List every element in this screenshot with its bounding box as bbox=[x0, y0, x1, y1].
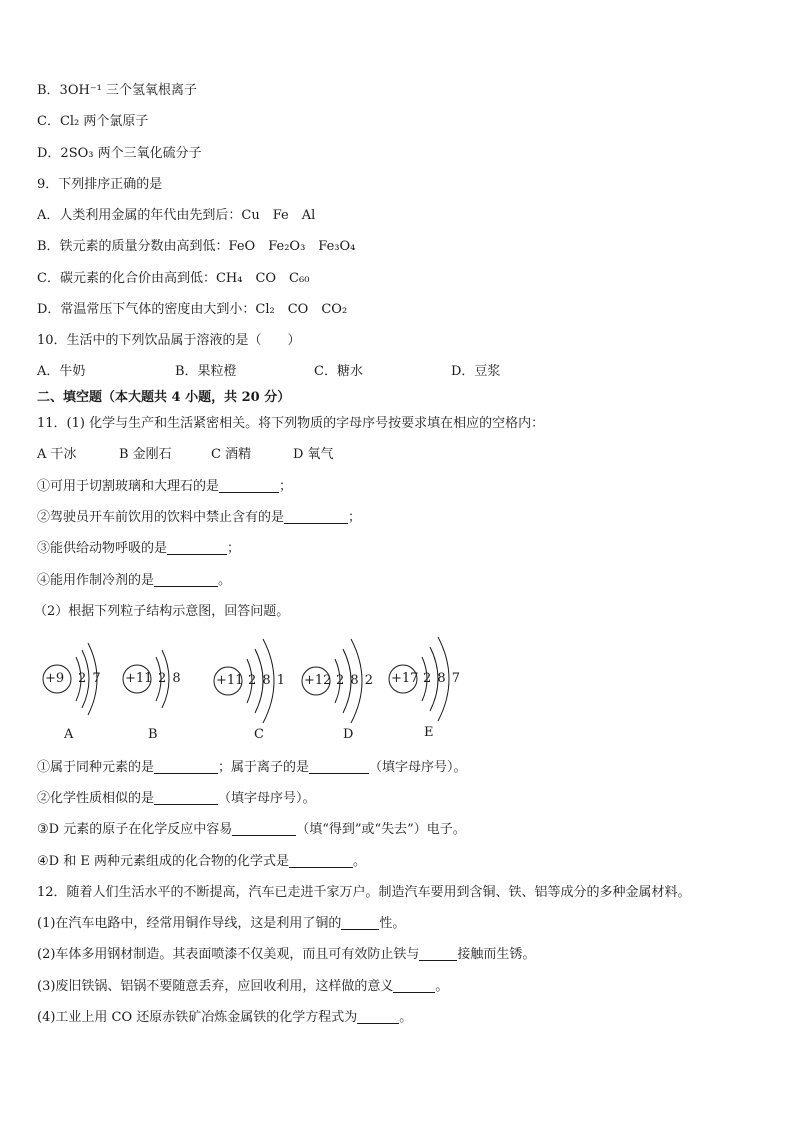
answer-blank[interactable] bbox=[309, 760, 369, 774]
substance-c: C 酒精 bbox=[211, 447, 252, 462]
q9-option-b: B．铁元素的质量分数由高到低：FeO Fe₂O₃ Fe₃O₄ bbox=[37, 239, 356, 254]
q10-option-c: C．糖水 bbox=[314, 364, 363, 379]
electron-config: 2 8 7 bbox=[423, 671, 461, 686]
substance-a: A 干冰 bbox=[37, 447, 77, 462]
answer-blank[interactable] bbox=[419, 947, 457, 961]
q9-option-a: A．人类利用金属的年代由先到后：Cu Fe Al bbox=[37, 208, 316, 223]
atom-label: B bbox=[148, 727, 158, 742]
atom-label: E bbox=[424, 725, 434, 740]
atom-label: D bbox=[343, 727, 354, 742]
answer-blank[interactable] bbox=[289, 854, 353, 868]
answer-blank[interactable] bbox=[341, 916, 379, 930]
q10-option-d: D．豆浆 bbox=[451, 364, 501, 379]
q12-sub-3: (3)废旧铁锅、铝锅不要随意丢弃，应回收利用，这样做的意义 。 bbox=[37, 979, 449, 994]
q11-sub-2: ②化学性质相似的是 （填字母序号）。 bbox=[37, 791, 316, 806]
q9-option-d: D．常温常压下气体的密度由大到小：Cl₂ CO CO₂ bbox=[37, 302, 348, 317]
q8-option-c: C．Cl₂ 两个氯原子 bbox=[37, 114, 149, 129]
answer-blank[interactable] bbox=[154, 760, 218, 774]
q12-sub-2: (2)车体多用钢材制造。其表面喷漆不仅美观，而且可有效防止铁与 接触而生锈。 bbox=[37, 947, 536, 962]
answer-blank[interactable] bbox=[393, 979, 435, 993]
q12-stem: 12．随着人们生活水平的不断提高，汽车已走进千家万户。制造汽车要用到含铜、铁、铝等成分的多种金属材料。 bbox=[37, 885, 691, 900]
q11-part2: （2）根据下列粒子结构示意图，回答问题。 bbox=[34, 604, 290, 619]
q8-option-d: D．2SO₃ 两个三氧化硫分子 bbox=[37, 146, 202, 161]
nucleus-charge: +11 bbox=[216, 673, 244, 688]
q11-sub-4: ④D 和 E 两种元素组成的化合物的化学式是 。 bbox=[37, 854, 366, 869]
answer-blank[interactable] bbox=[154, 573, 218, 587]
q10-option-b: B．果粒橙 bbox=[175, 364, 237, 379]
q11-item-2: ②驾驶员开车前饮用的饮料中禁止含有的是 ； bbox=[37, 510, 362, 525]
answer-blank[interactable] bbox=[232, 822, 296, 836]
electron-config: 2 8 1 bbox=[248, 673, 286, 688]
q11-sub-3: ③D 元素的原子在化学反应中容易 （填“得到”或“失去”）电子。 bbox=[37, 822, 466, 837]
q8-option-b: B．3OH⁻¹ 三个氢氧根离子 bbox=[37, 83, 198, 98]
q10-options bbox=[37, 363, 500, 381]
electron-config: 2 7 bbox=[78, 671, 101, 686]
q11-item-1: ①可用于切割玻璃和大理石的是 ； bbox=[37, 479, 293, 494]
answer-blank[interactable] bbox=[154, 791, 218, 805]
answer-blank[interactable] bbox=[357, 1010, 399, 1024]
q11-item-4: ④能用作制冷剂的是 。 bbox=[37, 573, 232, 588]
q9-option-c: C．碳元素的化合价由高到低：CH₄ CO C₆₀ bbox=[37, 271, 310, 286]
q12-sub-1: (1)在汽车电路中，经常用铜作导线，这是利用了铜的 性。 bbox=[37, 916, 406, 931]
q11-stem: 11．(1) 化学与生产和生活紧密相关。将下列物质的字母序号按要求填在相应的空格内： bbox=[37, 416, 545, 431]
q10-option-a: A．牛奶 bbox=[37, 364, 86, 379]
atom-label: A bbox=[64, 727, 74, 742]
q11-substances bbox=[37, 446, 334, 464]
atom-structure-diagrams bbox=[30, 630, 490, 750]
electron-config: 2 8 2 bbox=[336, 673, 374, 688]
q9-stem: 9．下列排序正确的是 bbox=[37, 177, 163, 192]
atom-label: C bbox=[254, 727, 264, 742]
electron-config: 2 8 bbox=[158, 671, 181, 686]
q11-item-3: ③能供给动物呼吸的是 ； bbox=[37, 541, 241, 556]
nucleus-charge: +11 bbox=[125, 671, 153, 686]
answer-blank[interactable] bbox=[167, 541, 227, 555]
substance-b: B 金刚石 bbox=[119, 447, 172, 462]
nucleus-charge: +12 bbox=[304, 673, 332, 688]
substance-d: D 氧气 bbox=[293, 447, 334, 462]
section-title: 二、填空题（本大题共 4 小题，共 20 分） bbox=[37, 390, 291, 405]
q11-sub-1: ①属于同种元素的是 ；属于离子的是 （填字母序号）。 bbox=[37, 760, 467, 775]
answer-blank[interactable] bbox=[219, 479, 279, 493]
nucleus-charge: +17 bbox=[391, 671, 419, 686]
answer-blank[interactable] bbox=[284, 510, 348, 524]
q12-sub-4: (4)工业上用 CO 还原赤铁矿冶炼金属铁的化学方程式为 。 bbox=[37, 1010, 413, 1025]
q10-stem: 10．生活中的下列饮品属于溶液的是（ ） bbox=[37, 333, 301, 348]
nucleus-charge: +9 bbox=[45, 671, 65, 686]
